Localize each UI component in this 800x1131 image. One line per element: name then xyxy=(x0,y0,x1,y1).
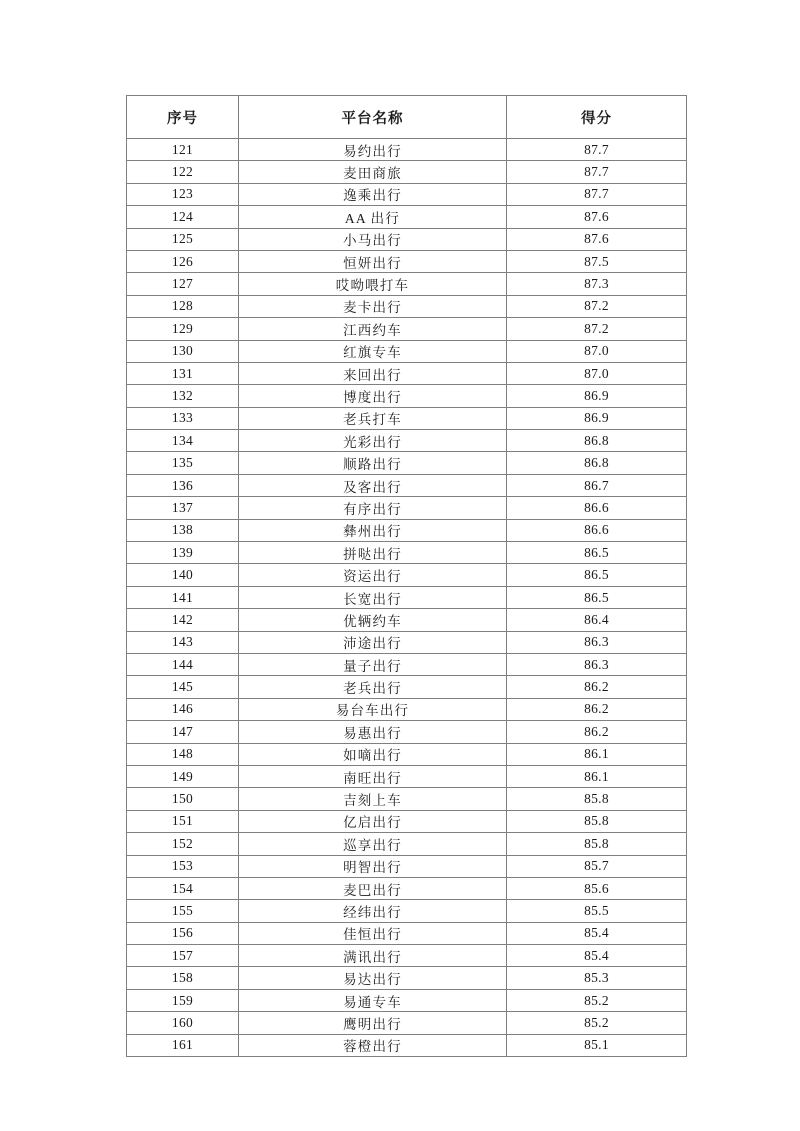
cell-score: 85.5 xyxy=(507,900,687,922)
cell-index: 154 xyxy=(127,877,239,899)
cell-platform-name: 如嘀出行 xyxy=(239,743,507,765)
cell-platform-name: 彝州出行 xyxy=(239,519,507,541)
cell-score: 85.4 xyxy=(507,922,687,944)
cell-index: 133 xyxy=(127,407,239,429)
cell-platform-name: 老兵打车 xyxy=(239,407,507,429)
cell-index: 130 xyxy=(127,340,239,362)
cell-score: 86.8 xyxy=(507,452,687,474)
table-row xyxy=(127,564,687,586)
cell-score: 86.8 xyxy=(507,430,687,452)
cell-index: 136 xyxy=(127,474,239,496)
cell-index: 146 xyxy=(127,698,239,720)
cell-index: 139 xyxy=(127,542,239,564)
table-row xyxy=(127,542,687,564)
cell-platform-name: 易达出行 xyxy=(239,967,507,989)
cell-platform-name: 江西约车 xyxy=(239,318,507,340)
cell-score: 85.7 xyxy=(507,855,687,877)
cell-score: 87.7 xyxy=(507,139,687,161)
cell-platform-name: 易台车出行 xyxy=(239,698,507,720)
table-row xyxy=(127,900,687,922)
cell-index: 125 xyxy=(127,228,239,250)
cell-platform-name: 老兵出行 xyxy=(239,676,507,698)
cell-score: 87.3 xyxy=(507,273,687,295)
cell-index: 152 xyxy=(127,833,239,855)
table-row xyxy=(127,698,687,720)
cell-index: 126 xyxy=(127,250,239,272)
table-row xyxy=(127,228,687,250)
cell-index: 140 xyxy=(127,564,239,586)
cell-platform-name: 麦卡出行 xyxy=(239,295,507,317)
cell-index: 157 xyxy=(127,945,239,967)
cell-index: 127 xyxy=(127,273,239,295)
table-row xyxy=(127,430,687,452)
table-row xyxy=(127,765,687,787)
cell-platform-name: 顺路出行 xyxy=(239,452,507,474)
table-row xyxy=(127,743,687,765)
table-row xyxy=(127,407,687,429)
table-row xyxy=(127,250,687,272)
cell-platform-name: 巡享出行 xyxy=(239,833,507,855)
cell-index: 124 xyxy=(127,206,239,228)
cell-score: 85.2 xyxy=(507,989,687,1011)
cell-platform-name: 吉刻上车 xyxy=(239,788,507,810)
table-row xyxy=(127,967,687,989)
table-row xyxy=(127,385,687,407)
cell-score: 86.3 xyxy=(507,631,687,653)
cell-index: 131 xyxy=(127,362,239,384)
cell-index: 135 xyxy=(127,452,239,474)
cell-platform-name: 优辆约车 xyxy=(239,609,507,631)
cell-score: 86.7 xyxy=(507,474,687,496)
cell-score: 86.9 xyxy=(507,407,687,429)
cell-platform-name: 光彩出行 xyxy=(239,430,507,452)
table-row xyxy=(127,206,687,228)
table-row xyxy=(127,653,687,675)
cell-score: 86.5 xyxy=(507,586,687,608)
table-row xyxy=(127,721,687,743)
cell-platform-name: 明智出行 xyxy=(239,855,507,877)
cell-platform-name: 逸乘出行 xyxy=(239,183,507,205)
cell-platform-name: 有序出行 xyxy=(239,497,507,519)
column-header-score: 得分 xyxy=(507,96,687,139)
table-row xyxy=(127,497,687,519)
cell-platform-name: 鹰明出行 xyxy=(239,1012,507,1034)
table-row xyxy=(127,922,687,944)
cell-platform-name: 佳恒出行 xyxy=(239,922,507,944)
cell-index: 155 xyxy=(127,900,239,922)
cell-platform-name: 来回出行 xyxy=(239,362,507,384)
cell-platform-name: 亿启出行 xyxy=(239,810,507,832)
cell-index: 141 xyxy=(127,586,239,608)
cell-score: 86.9 xyxy=(507,385,687,407)
cell-index: 134 xyxy=(127,430,239,452)
cell-platform-name: 恒妍出行 xyxy=(239,250,507,272)
table-row xyxy=(127,318,687,340)
cell-platform-name: 麦巴出行 xyxy=(239,877,507,899)
table-row xyxy=(127,945,687,967)
table-row xyxy=(127,183,687,205)
table-row xyxy=(127,833,687,855)
table-row xyxy=(127,1012,687,1034)
cell-score: 85.8 xyxy=(507,810,687,832)
cell-score: 86.6 xyxy=(507,519,687,541)
cell-score: 85.6 xyxy=(507,877,687,899)
cell-score: 86.5 xyxy=(507,564,687,586)
cell-score: 87.2 xyxy=(507,318,687,340)
cell-index: 150 xyxy=(127,788,239,810)
table-row xyxy=(127,855,687,877)
cell-score: 87.7 xyxy=(507,183,687,205)
cell-platform-name: 长宽出行 xyxy=(239,586,507,608)
cell-platform-name: 满讯出行 xyxy=(239,945,507,967)
table-row xyxy=(127,452,687,474)
cell-platform-name: 易通专车 xyxy=(239,989,507,1011)
cell-platform-name: 蓉橙出行 xyxy=(239,1034,507,1056)
cell-platform-name: 红旗专车 xyxy=(239,340,507,362)
cell-score: 86.1 xyxy=(507,743,687,765)
table-row xyxy=(127,340,687,362)
cell-score: 87.0 xyxy=(507,362,687,384)
cell-platform-name: 经纬出行 xyxy=(239,900,507,922)
cell-index: 142 xyxy=(127,609,239,631)
cell-index: 158 xyxy=(127,967,239,989)
cell-index: 128 xyxy=(127,295,239,317)
cell-score: 85.8 xyxy=(507,833,687,855)
cell-platform-name: 资运出行 xyxy=(239,564,507,586)
cell-index: 149 xyxy=(127,765,239,787)
cell-score: 87.6 xyxy=(507,206,687,228)
cell-score: 86.1 xyxy=(507,765,687,787)
cell-index: 151 xyxy=(127,810,239,832)
cell-index: 160 xyxy=(127,1012,239,1034)
table-row xyxy=(127,609,687,631)
cell-index: 144 xyxy=(127,653,239,675)
cell-index: 148 xyxy=(127,743,239,765)
cell-score: 87.7 xyxy=(507,161,687,183)
table-row xyxy=(127,788,687,810)
cell-platform-name: 拼哒出行 xyxy=(239,542,507,564)
cell-score: 86.6 xyxy=(507,497,687,519)
cell-platform-name: 易惠出行 xyxy=(239,721,507,743)
table-row xyxy=(127,631,687,653)
cell-index: 121 xyxy=(127,139,239,161)
cell-score: 85.3 xyxy=(507,967,687,989)
cell-index: 129 xyxy=(127,318,239,340)
table-header xyxy=(127,96,687,139)
cell-index: 123 xyxy=(127,183,239,205)
table-row xyxy=(127,474,687,496)
cell-platform-name: 沛途出行 xyxy=(239,631,507,653)
platform-score-table xyxy=(126,95,687,1057)
cell-index: 138 xyxy=(127,519,239,541)
cell-score: 85.4 xyxy=(507,945,687,967)
table-row xyxy=(127,362,687,384)
cell-score: 87.0 xyxy=(507,340,687,362)
table-row xyxy=(127,810,687,832)
table-row xyxy=(127,877,687,899)
cell-index: 137 xyxy=(127,497,239,519)
table-row xyxy=(127,273,687,295)
cell-score: 86.2 xyxy=(507,698,687,720)
cell-score: 86.4 xyxy=(507,609,687,631)
cell-score: 86.3 xyxy=(507,653,687,675)
cell-platform-name: 易约出行 xyxy=(239,139,507,161)
table-row xyxy=(127,295,687,317)
table-row xyxy=(127,161,687,183)
table-row xyxy=(127,139,687,161)
cell-score: 86.2 xyxy=(507,676,687,698)
cell-platform-name: AA 出行 xyxy=(239,206,507,228)
cell-platform-name: 麦田商旅 xyxy=(239,161,507,183)
cell-score: 87.2 xyxy=(507,295,687,317)
cell-platform-name: 哎呦喂打车 xyxy=(239,273,507,295)
cell-platform-name: 南旺出行 xyxy=(239,765,507,787)
cell-index: 147 xyxy=(127,721,239,743)
cell-score: 85.8 xyxy=(507,788,687,810)
cell-score: 87.6 xyxy=(507,228,687,250)
table-row xyxy=(127,989,687,1011)
table-row xyxy=(127,1034,687,1056)
cell-index: 145 xyxy=(127,676,239,698)
cell-score: 86.2 xyxy=(507,721,687,743)
column-header-index: 序号 xyxy=(127,96,239,139)
cell-score: 86.5 xyxy=(507,542,687,564)
cell-index: 159 xyxy=(127,989,239,1011)
column-header-platform-name: 平台名称 xyxy=(239,96,507,139)
cell-score: 85.1 xyxy=(507,1034,687,1056)
table-row xyxy=(127,676,687,698)
cell-score: 87.5 xyxy=(507,250,687,272)
cell-platform-name: 小马出行 xyxy=(239,228,507,250)
cell-index: 156 xyxy=(127,922,239,944)
cell-index: 132 xyxy=(127,385,239,407)
cell-index: 161 xyxy=(127,1034,239,1056)
cell-platform-name: 量子出行 xyxy=(239,653,507,675)
table-header-row xyxy=(127,96,687,139)
table-row xyxy=(127,519,687,541)
cell-index: 143 xyxy=(127,631,239,653)
cell-index: 153 xyxy=(127,855,239,877)
cell-platform-name: 博度出行 xyxy=(239,385,507,407)
cell-index: 122 xyxy=(127,161,239,183)
cell-score: 85.2 xyxy=(507,1012,687,1034)
table-body xyxy=(127,139,687,1057)
table-row xyxy=(127,586,687,608)
ranking-table-container xyxy=(126,95,686,1057)
cell-platform-name: 及客出行 xyxy=(239,474,507,496)
